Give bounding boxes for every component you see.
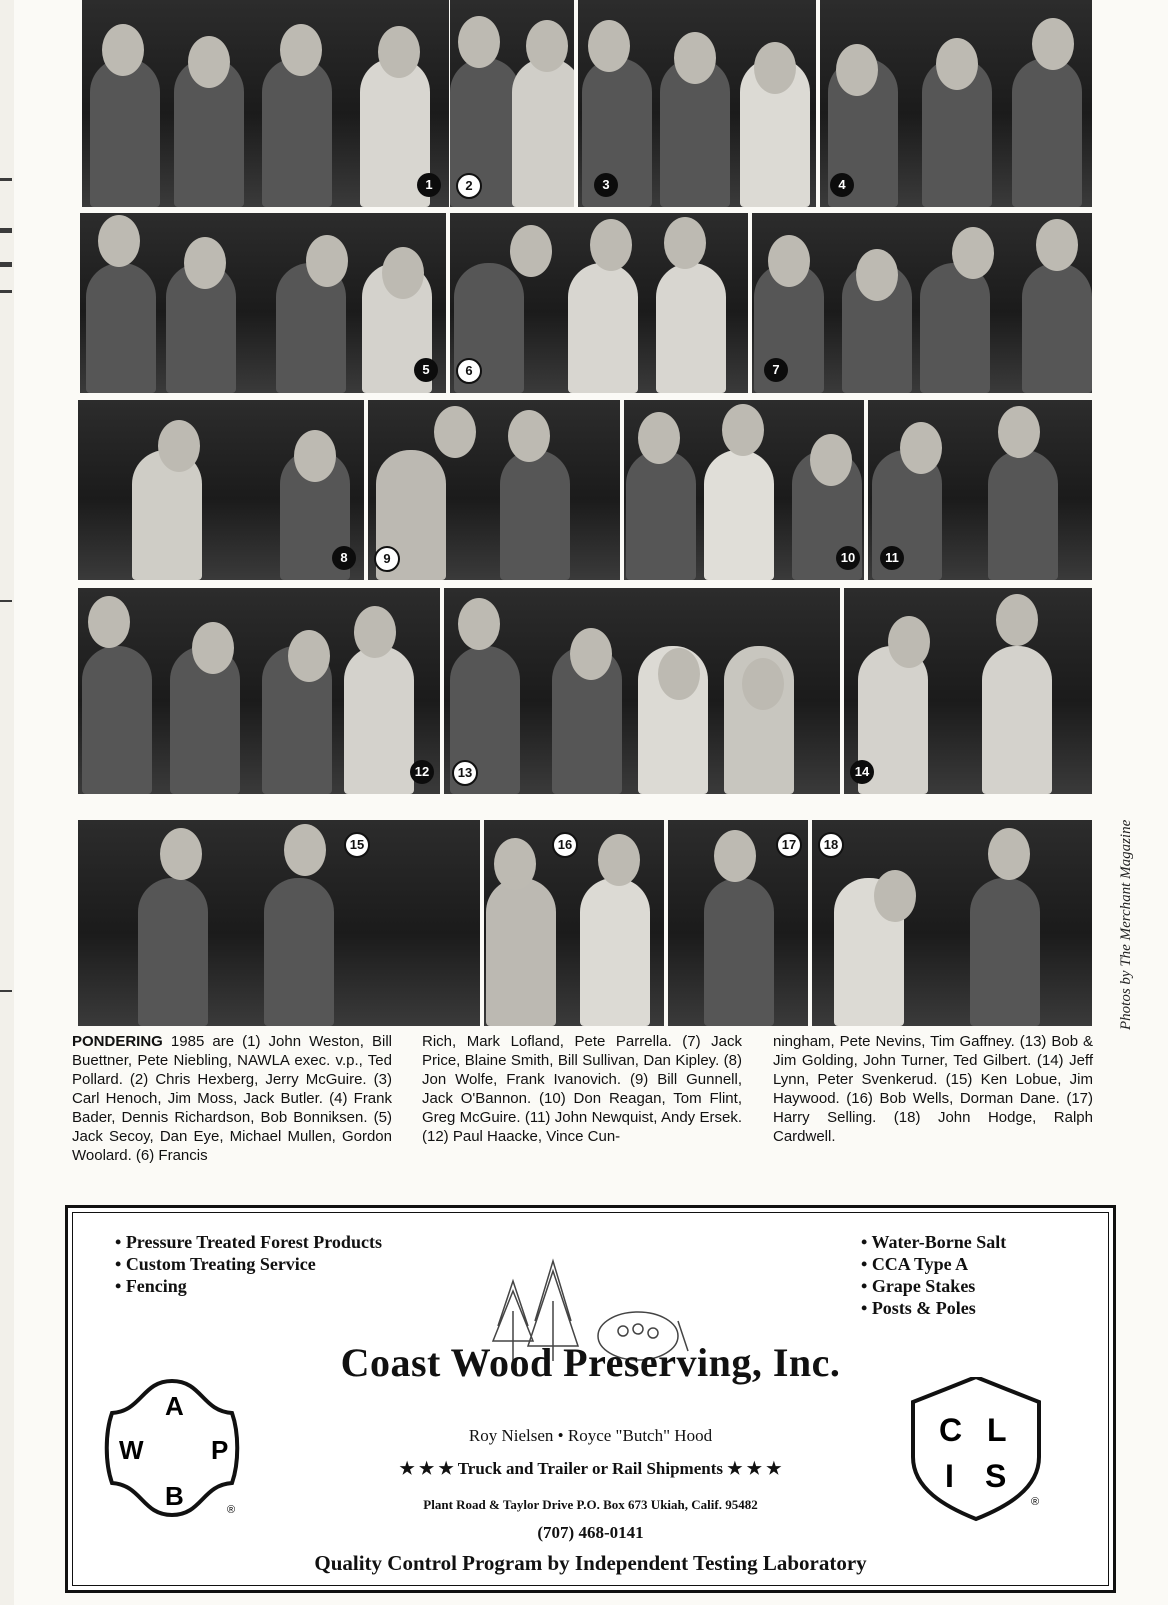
photo-5: [80, 213, 446, 393]
photo-number-badge: 10: [836, 546, 860, 570]
photo-number-badge: 18: [818, 832, 844, 858]
services-item: • Custom Treating Service: [115, 1253, 382, 1275]
products-list: [861, 1231, 1006, 1319]
logo-letter: P: [211, 1435, 229, 1465]
edge-mark: [0, 262, 12, 267]
photo-number-badge: 2: [456, 173, 482, 199]
products-item: • Posts & Poles: [861, 1297, 1006, 1319]
photo-row-3: [78, 400, 1114, 580]
caption-lead: PONDERING: [72, 1033, 163, 1050]
photo-row-1: [78, 0, 1114, 207]
logo-letter: S: [985, 1458, 1007, 1494]
logo-letter: A: [165, 1391, 184, 1421]
photo-12: [78, 588, 440, 794]
logo-letter: W: [119, 1435, 144, 1465]
photo-10: [624, 400, 864, 580]
edge-mark: [0, 228, 12, 233]
photo-row-2: [78, 213, 1114, 393]
caption-text: 1985 are (1) John Weston, Bill Buettner, Pete Niebling, NAWLA exec. v.p., Ted Pollard. (2) Chris Hexberg, Jerry McGuire. (3) Carl Henoch, Jim Moss, Jack Butler. (4) Frank Bader, Dennis Richardson, Bob Bonniksen. (5) Jack Secoy, Dan Eye, Michael Mullen, Gordon Woolard. (6) Francis: [72, 1033, 392, 1164]
photo-row-5: [78, 820, 1114, 1026]
photo-6: [450, 213, 748, 393]
products-item: • Grape Stakes: [861, 1275, 1006, 1297]
ad-inner-border: [72, 1212, 1109, 1586]
photo-17: [668, 820, 808, 1026]
shipping-line: ★ ★ ★ Truck and Trailer or Rail Shipments ★ ★ ★: [399, 1459, 782, 1478]
photo-9: [368, 400, 620, 580]
services-list: [115, 1231, 382, 1297]
photo-number-badge: 8: [332, 546, 356, 570]
photo-number-badge: 14: [850, 760, 874, 784]
photo-credit: Photos by The Merchant Magazine: [1118, 819, 1134, 1030]
photo-2: [450, 0, 574, 207]
photo-1: [82, 0, 449, 207]
logo-letter: I: [945, 1458, 954, 1494]
edge-mark: [0, 600, 12, 602]
products-item: • Water-Borne Salt: [861, 1231, 1006, 1253]
photo-number-badge: 4: [830, 173, 854, 197]
address-line: Plant Road & Taylor Drive P.O. Box 673 Ukiah, Calif. 95482: [423, 1497, 758, 1512]
photo-number-badge: 1: [417, 173, 441, 197]
edge-mark: [0, 990, 12, 992]
logo-letter: B: [165, 1481, 184, 1511]
photo-16: [484, 820, 664, 1026]
caption-column-1: [72, 1032, 392, 1165]
photo-8: [78, 400, 364, 580]
caption-text: ningham, Pete Nevins, Tim Gaffney. (13) Bob & Jim Golding, John Turner, Ted Gilbert. (14) Jeff Lynn, Peter Svenkerud. (15) Ken Lobue, Jim Haywood. (16) Bob Wells, Dorman Dane. (17) Harry Selling. (18) John Hodge, Ralph Cardwell.: [773, 1033, 1093, 1145]
photo-number-badge: 5: [414, 358, 438, 382]
registered-mark: ®: [227, 1504, 236, 1516]
page-left-edge: [0, 0, 14, 1605]
photo-7: [752, 213, 1092, 393]
photo-row-4: [78, 588, 1114, 794]
logo-letter: C: [939, 1412, 963, 1448]
logo-letter: L: [987, 1412, 1007, 1448]
services-item: • Fencing: [115, 1275, 382, 1297]
photo-number-badge: 17: [776, 832, 802, 858]
photo-number-badge: 6: [456, 358, 482, 384]
quality-control-tagline: Quality Control Program by Independent Testing Laboratory: [314, 1551, 867, 1575]
photo-number-badge: 12: [410, 760, 434, 784]
photo-14: [844, 588, 1092, 794]
photo-4: [820, 0, 1092, 207]
photo-3: [578, 0, 816, 207]
registered-mark: ®: [1031, 1496, 1040, 1508]
edge-mark: [0, 178, 12, 181]
products-item: • CCA Type A: [861, 1253, 1006, 1275]
photo-15: [78, 820, 480, 1026]
photo-number-badge: 11: [880, 546, 904, 570]
photo-13: [444, 588, 840, 794]
advertisement: [65, 1205, 1116, 1593]
phone-number: (707) 468-0141: [537, 1523, 644, 1542]
photo-number-badge: 15: [344, 832, 370, 858]
caption-text: Rich, Mark Lofland, Pete Parrella. (7) Jack Price, Blaine Smith, Bill Sullivan, Dan Kipley. (8) Jon Wolfe, Frank Ivanovich. (9) Bill Gunnell, Jack O'Bannon. (10) Don Reagan, Tom Flint, Greg McGuire. (11) John Newquist, Andy Ersek. (12) Paul Haacke, Vince Cun-: [422, 1033, 742, 1145]
caption-column-2: [422, 1032, 742, 1146]
contact-people: Roy Nielsen • Royce "Butch" Hood: [468, 1426, 713, 1445]
photo-number-badge: 7: [764, 358, 788, 382]
caption-column-3: [773, 1032, 1093, 1146]
photo-number-badge: 13: [452, 760, 478, 786]
edge-mark: [0, 290, 12, 293]
photo-number-badge: 3: [594, 173, 618, 197]
photo-18: [812, 820, 1092, 1026]
photo-number-badge: 16: [552, 832, 578, 858]
photo-11: [868, 400, 1092, 580]
company-name: Coast Wood Preserving, Inc.: [340, 1340, 841, 1385]
photo-number-badge: 9: [374, 546, 400, 572]
services-item: • Pressure Treated Forest Products: [115, 1231, 382, 1253]
